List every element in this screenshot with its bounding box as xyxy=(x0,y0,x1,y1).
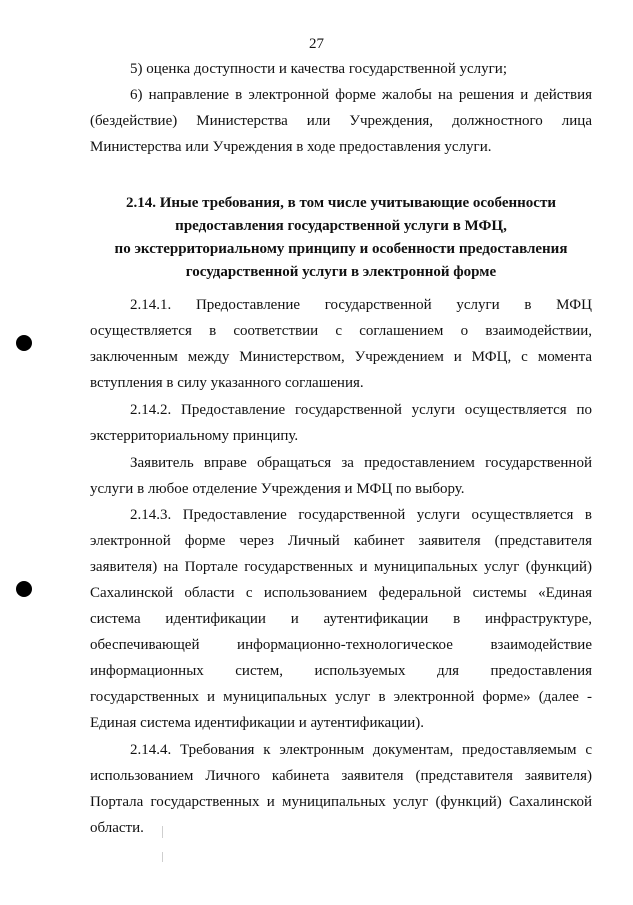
paragraph-2-14-1 xyxy=(90,292,592,396)
section-heading xyxy=(90,192,592,284)
paragraph-line: информационных систем, используемых для предоставления xyxy=(90,663,592,679)
list-block xyxy=(90,56,592,160)
heading-line: по экстерриториальному принципу и особенности предоставления xyxy=(114,241,568,257)
scan-artifact xyxy=(162,826,163,838)
list-item-6-line: Министерства или Учреждения в ходе предоставления услуги. xyxy=(90,139,492,155)
paragraph-line: 2.14.3. Предоставление государственной услуги осуществляется в xyxy=(130,507,592,523)
page-number: 27 xyxy=(309,36,324,52)
heading-line: государственной услуги в электронной форме xyxy=(185,264,497,280)
paragraph-line: Заявитель вправе обращаться за предоставлением государственной xyxy=(130,455,592,471)
paragraph-line: государственных и муниципальных услуг в электронной форме» (далее - xyxy=(90,689,592,705)
punch-hole xyxy=(16,581,32,597)
list-item-6-line: 6) направление в электронной форме жалобы на решения и действия xyxy=(130,87,592,103)
paragraph-line: 2.14.1. Предоставление государственной услуги в МФЦ xyxy=(130,297,592,313)
paragraph-line: электронной форме через Личный кабинет заявителя (представителя xyxy=(90,533,592,549)
paragraph-line: 2.14.2. Предоставление государственной услуги осуществляется по xyxy=(130,402,592,418)
paragraph-line: 2.14.4. Требования к электронным документам, предоставляемым с xyxy=(130,742,592,758)
paragraph-line: Единая система идентификации и аутентификации). xyxy=(90,715,425,731)
paragraph-line: экстерриториальному принципу. xyxy=(90,428,299,444)
paragraph-line: Портала государственных и муниципальных услуг (функций) Сахалинской xyxy=(90,794,592,810)
paragraph-line: вступления в силу указанного соглашения. xyxy=(90,375,364,391)
paragraph-line: система идентификации и аутентификации в инфраструктуре, xyxy=(90,611,592,627)
list-item-5: 5) оценка доступности и качества государственной услуги; xyxy=(130,61,507,77)
paragraph-line: обеспечивающей информационно-технологическое взаимодействие xyxy=(90,637,592,653)
paragraph-2-14-4 xyxy=(90,737,592,841)
paragraph-2-14-2 xyxy=(90,397,592,449)
paragraph-line: Сахалинской области с использованием федеральной системы «Единая xyxy=(90,585,592,601)
paragraph-line: заключенным между Министерством, Учреждением и МФЦ, с момента xyxy=(90,349,592,365)
paragraph-line: области. xyxy=(90,820,144,836)
punch-hole xyxy=(16,335,32,351)
paragraph-line: заявителя) на Портале государственных и муниципальных услуг (функций) xyxy=(90,559,592,575)
paragraph-line: использованием Личного кабинета заявителя (представителя заявителя) xyxy=(90,768,592,784)
heading-line: 2.14. Иные требования, в том числе учитывающие особенности xyxy=(126,195,556,211)
paragraph-applicant xyxy=(90,450,592,502)
scan-artifact xyxy=(162,852,163,862)
list-item-6-line: (бездействие) Министерства или Учреждения, должностного лица xyxy=(90,113,592,129)
paragraph-line: услуги в любое отделение Учреждения и МФЦ по выбору. xyxy=(90,481,465,497)
paragraph-line: осуществляется в соответствии с соглашением о взаимодействии, xyxy=(90,323,592,339)
paragraph-2-14-3 xyxy=(90,502,592,736)
heading-line: предоставления государственной услуги в МФЦ, xyxy=(175,218,507,234)
